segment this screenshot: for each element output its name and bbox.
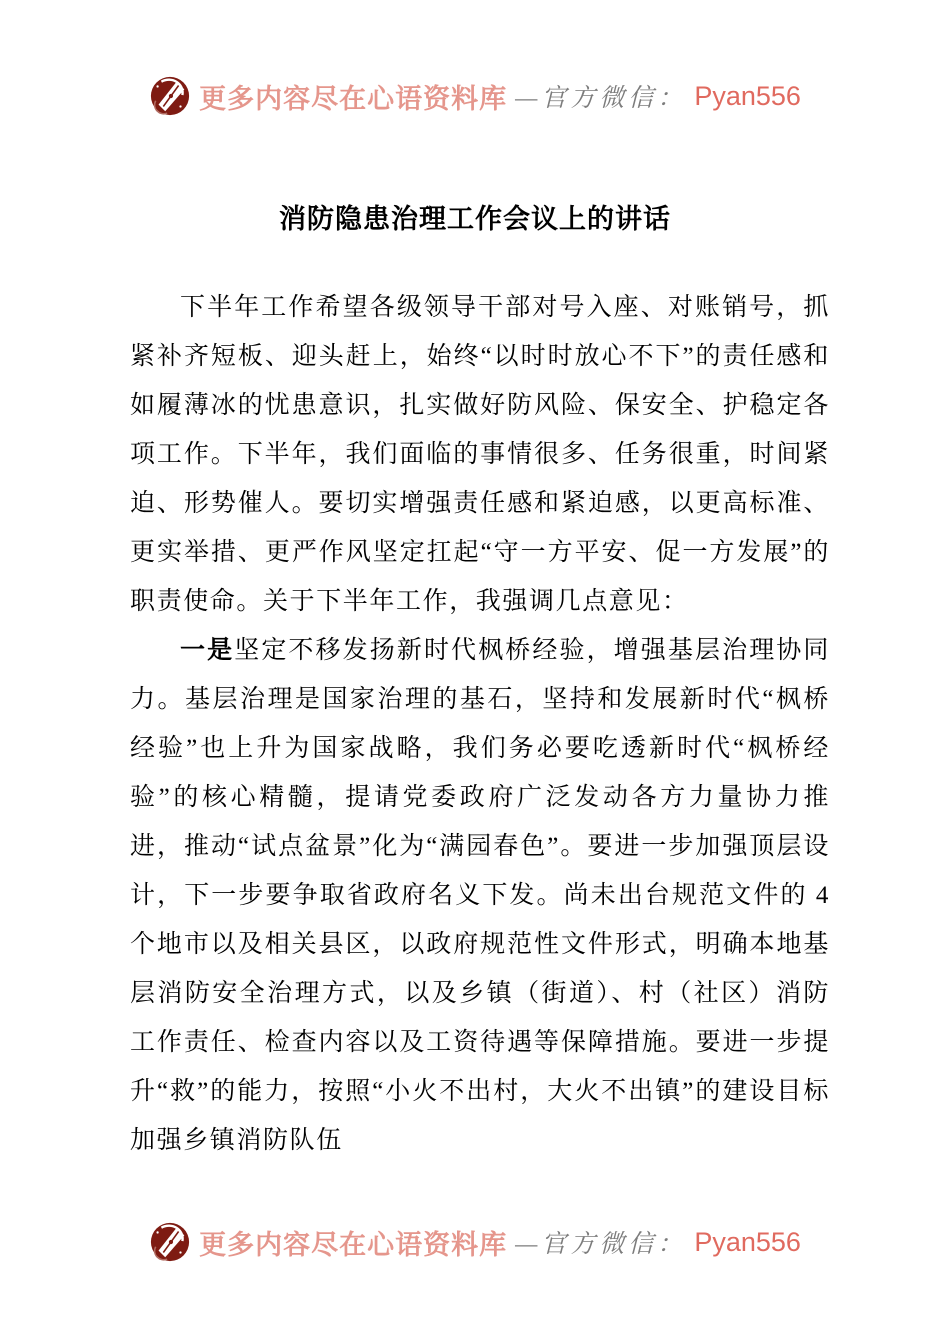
wechat-label: —官方微信：	[515, 1231, 687, 1258]
paragraph-text: 下半年工作希望各级领导干部对号入座、对账销号，抓紧补齐短板、迎头赶上，始终“以时时放心不下”的责任感和如履薄冰的忧患意识，扎实做好防风险、保安全、护稳定各项工作。下半年，我们面临的事情很多、任务很重，时间紧迫、形势催人。要切实增强责任感和紧迫感，以更高标准、更实举措、更严作风坚定扛起“守一方平安、促一方发展”的职责使命。关于下半年工作，我强调几点意见：	[130, 294, 830, 615]
brand-text: 更多内容尽在心语资料库	[199, 83, 508, 114]
wechat-label: —官方微信：	[515, 85, 687, 112]
pen-nib-logo-icon	[149, 1220, 191, 1264]
wechat-id: Pyan556	[694, 80, 801, 111]
paragraph-lead: 一是	[180, 637, 235, 664]
footer-brandbar	[0, 1219, 950, 1265]
paragraph	[130, 626, 830, 1165]
brand-text: 更多内容尽在心语资料库	[199, 1229, 508, 1260]
wechat-id: Pyan556	[694, 1226, 801, 1257]
paragraph	[130, 283, 830, 626]
header-brandbar	[0, 0, 950, 119]
paragraph-text: 坚定不移发扬新时代枫桥经验，增强基层治理协同力。基层治理是国家治理的基石，坚持和发展新时代“枫桥经验”也上升为国家战略，我们务必要吃透新时代“枫桥经验”的核心精髓，提请党委政府广泛发动各方力量协力推进，推动“试点盆景”化为“满园春色”。要进一步加强顶层设计，下一步要争取省政府名义下发。尚未出台规范文件的 4 个地市以及相关县区，以政府规范性文件形式，明确本地基层消防安全治理方式，以及乡镇（街道）、村（社区）消防工作责任、检查内容以及工资待遇等保障措施。要进一步提升“救”的能力，按照“小火不出村，大火不出镇”的建设目标加强乡镇消防队伍	[130, 637, 831, 1154]
page-title: 消防隐患治理工作会议上的讲话	[279, 204, 671, 234]
pen-nib-logo-icon	[149, 74, 191, 118]
document-body	[0, 283, 950, 1165]
